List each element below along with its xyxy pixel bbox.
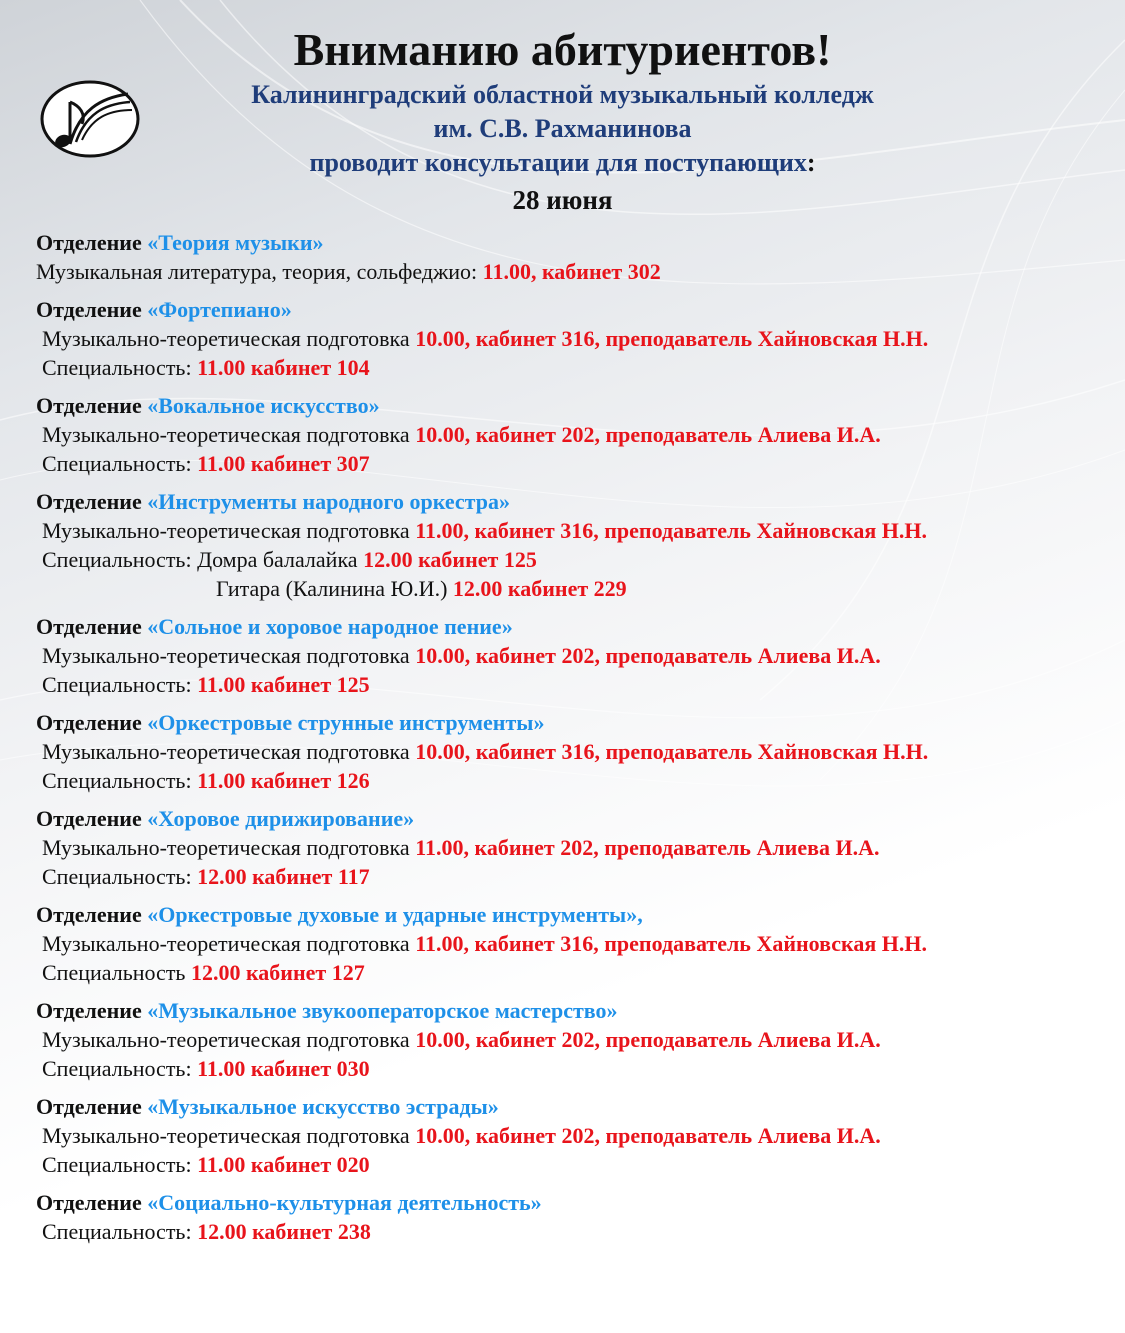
section-label: Отделение [36,806,148,831]
schedule-line [36,641,1106,670]
college-name: Калининградский областной музыкальный колледж [251,80,874,109]
time-room: 12.00 кабинет 238 [197,1219,371,1244]
department-name: «Музыкальное искусство эстрады» [147,1094,499,1119]
section-heading [36,900,1106,929]
section-label: Отделение [36,902,148,927]
section-pop-music [36,1092,1106,1179]
time-room: 12.00 кабинет 125 [363,547,537,572]
time-room: 11.00 кабинет 030 [197,1056,370,1081]
schedule-line [36,1121,1106,1150]
schedule-line [36,958,1106,987]
section-heading [36,1188,1106,1217]
header [0,22,1125,220]
subject-text: Специальность: [42,1152,198,1177]
department-name: «Теория музыки» [147,230,324,255]
section-sound-engineering [36,996,1106,1083]
section-label: Отделение [36,297,148,322]
consultation-date: 28 июня [512,185,613,215]
schedule-line [36,1054,1106,1083]
section-strings [36,708,1106,795]
department-name: «Вокальное искусство» [147,393,380,418]
section-label: Отделение [36,1094,148,1119]
subject-text: Гитара (Калинина Ю.И.) [216,576,453,601]
schedule-line [36,1150,1106,1179]
time-room: 12.00 кабинет 229 [452,576,627,601]
schedule-line [36,737,1106,766]
schedule-line [36,1025,1106,1054]
schedule-line [36,574,1106,603]
department-name: «Музыкальное звукооператорское мастерство» [147,998,618,1023]
subject-text: Специальность [42,960,191,985]
time-room: 10.00, кабинет 202, преподаватель Алиева И.А. [415,1027,881,1052]
schedule-list [36,228,1106,1255]
consultation-colon: : [806,148,816,177]
section-label: Отделение [36,1190,148,1215]
subject-text: Музыкальная литература, теория, сольфеджио: [36,259,483,284]
section-heading [36,996,1106,1025]
time-room: 10.00, кабинет 316, преподаватель Хайновская Н.Н. [415,326,929,351]
subject-text: Специальность: [42,768,198,793]
department-name: «Оркестровые струнные инструменты» [147,710,545,735]
section-heading [36,1092,1106,1121]
schedule-line [36,516,1106,545]
time-room: 10.00, кабинет 202, преподаватель Алиева И.А. [415,643,881,668]
schedule-line [36,257,1106,286]
subject-text: Музыкально-теоретическая подготовка [42,1123,416,1148]
section-heading [36,708,1106,737]
time-room: 12.00 кабинет 117 [197,864,370,889]
section-piano [36,295,1106,382]
section-heading [36,228,1106,257]
schedule-line [36,862,1106,891]
subject-text: Музыкально-теоретическая подготовка [42,931,416,956]
department-name: «Фортепиано» [147,297,292,322]
schedule-line [36,833,1106,862]
schedule-line [36,1217,1106,1246]
time-room: 11.00, кабинет 202, преподаватель Алиева И.А. [415,835,880,860]
time-room: 11.00 кабинет 125 [197,672,370,697]
section-winds-percussion [36,900,1106,987]
department-name: «Оркестровые духовые и ударные инструменты», [147,902,643,927]
section-label: Отделение [36,230,148,255]
schedule-line [36,420,1106,449]
section-theory [36,228,1106,286]
schedule-line [36,929,1106,958]
section-heading [36,612,1106,641]
subject-text: Музыкально-теоретическая подготовка [42,643,416,668]
section-socio-cultural [36,1188,1106,1246]
section-folk-instruments [36,487,1106,603]
subject-text: Специальность: [42,672,198,697]
subject-text: Специальность: [42,355,198,380]
section-label: Отделение [36,614,148,639]
section-heading [36,487,1106,516]
consultation-text: проводит консультации для поступающих [309,148,807,177]
college-name-line2: им. С.В. Рахманинова [433,114,692,143]
schedule-line [36,353,1106,382]
time-room: 11.00, кабинет 316, преподаватель Хайновская Н.Н. [415,931,928,956]
time-room: 11.00, кабинет 316, преподаватель Хайновская Н.Н. [415,518,928,543]
section-label: Отделение [36,393,148,418]
subject-text: Музыкально-теоретическая подготовка [42,422,416,447]
schedule-line [36,670,1106,699]
department-name: «Хоровое дирижирование» [147,806,415,831]
page-title: Вниманию абитуриентов! [293,24,832,75]
time-room: 11.00 кабинет 307 [197,451,370,476]
section-heading [36,295,1106,324]
time-room: 10.00, кабинет 316, преподаватель Хайновская Н.Н. [415,739,929,764]
subject-text: Музыкально-теоретическая подготовка [42,1027,416,1052]
section-heading [36,804,1106,833]
schedule-line [36,766,1106,795]
department-name: «Инструменты народного оркестра» [147,489,510,514]
subject-text: Музыкально-теоретическая подготовка [42,326,416,351]
department-name: «Сольное и хоровое народное пение» [147,614,513,639]
subject-text: Специальность: Домра балалайка [42,547,364,572]
time-room: 11.00 кабинет 104 [197,355,370,380]
subject-text: Специальность: [42,451,198,476]
section-choral-conducting [36,804,1106,891]
subject-text: Музыкально-теоретическая подготовка [42,835,416,860]
subject-text: Музыкально-теоретическая подготовка [42,518,416,543]
time-room: 10.00, кабинет 202, преподаватель Алиева И.А. [415,422,881,447]
subject-text: Специальность: [42,864,198,889]
section-label: Отделение [36,998,148,1023]
department-name: «Социально-культурная деятельность» [147,1190,542,1215]
section-vocal [36,391,1106,478]
consultation-notice [0,146,1125,180]
schedule-line [36,545,1106,574]
schedule-line [36,324,1106,353]
time-room: 11.00 кабинет 126 [197,768,370,793]
section-folk-singing [36,612,1106,699]
time-room: 12.00 кабинет 127 [190,960,365,985]
time-room: 11.00, кабинет 302 [482,259,661,284]
subject-text: Музыкально-теоретическая подготовка [42,739,416,764]
section-label: Отделение [36,710,148,735]
subject-text: Специальность: [42,1056,198,1081]
subject-text: Специальность: [42,1219,198,1244]
time-room: 10.00, кабинет 202, преподаватель Алиева И.А. [415,1123,881,1148]
time-room: 11.00 кабинет 020 [197,1152,370,1177]
schedule-line [36,449,1106,478]
section-heading [36,391,1106,420]
section-label: Отделение [36,489,148,514]
